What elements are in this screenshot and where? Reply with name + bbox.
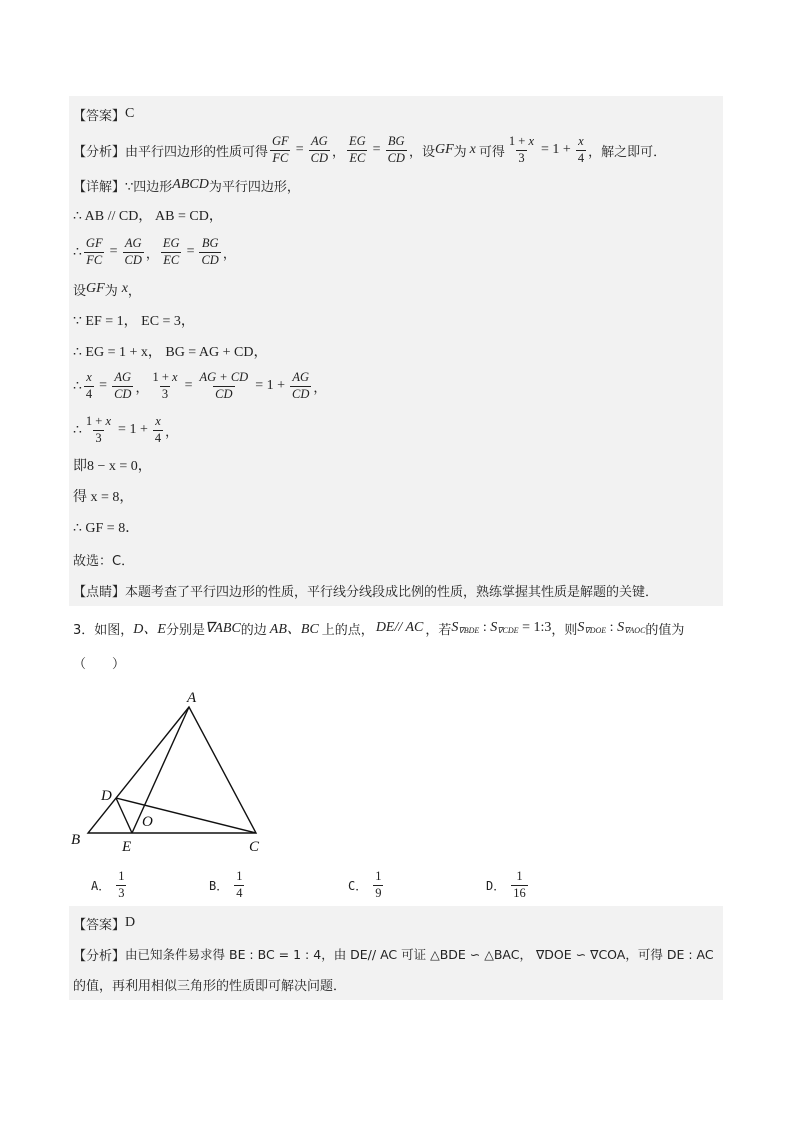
option-fraction: $\frac{1}{3}$	[118, 869, 125, 900]
detail-text: ∵四边形	[125, 179, 173, 195]
detail-text: 为平行四边形，	[208, 179, 300, 195]
option-label: B．	[209, 878, 229, 893]
label-a: A	[187, 690, 197, 706]
text: 为	[104, 283, 118, 299]
stem-text: 分别是	[165, 622, 205, 638]
math-gf: GF	[434, 142, 454, 157]
q2-answer-line	[73, 101, 723, 127]
triangle-figure	[62, 680, 282, 860]
ratio-value: = 1:3	[522, 620, 552, 635]
q2-line-ratio2: ∴ $\frac{x}{4}$ = $\frac{AG}{CD}$ ， $\frac{1 + x}{3}$ = $\frac{AG + CD}{CD}$ = 1 + $\frac{AG}{CD}$ ，	[73, 369, 327, 401]
q2-analysis-line: 【分析】 由平行四边形的性质可得 $\frac{GF}{FC}$ = $\frac{AG}{CD}$ ， $\frac{EG}{EC}$ = $\frac{BG}{CD}$ ，设 GF 为 x 可得 $\frac{1 + x}{3}$ = 1 + $\frac{x}{4}$ ，解之即可．	[73, 133, 667, 165]
label-o: O	[142, 814, 153, 830]
segment-de	[116, 798, 132, 833]
analysis-text: 由平行四边形的性质可得	[125, 144, 269, 160]
option-fraction: $\frac{1}{4}$	[236, 869, 243, 900]
q2-line-parallel: ∴ AB // CD， AB = CD，	[73, 209, 223, 224]
math-parallel: DE// AC	[375, 620, 424, 635]
text: 设	[73, 283, 87, 299]
q3-stem	[73, 614, 723, 642]
analysis-tag: 【分析】	[73, 948, 126, 964]
option-label: D．	[486, 878, 506, 893]
stem-text: 的值为	[645, 622, 685, 638]
stem-text: ，若	[425, 622, 452, 638]
label-c: C	[249, 839, 260, 855]
option-d[interactable]	[486, 870, 530, 901]
fraction-1px-3: $\frac{1 + x}{3}$	[508, 133, 535, 165]
answer-tag: 【答案】	[73, 108, 126, 124]
math-sides: AB、BC	[269, 622, 319, 637]
math-gf: GF	[86, 281, 105, 296]
segment-dc	[116, 798, 256, 833]
label-e: E	[122, 839, 132, 855]
analysis-text: 为	[453, 144, 467, 160]
answer-value: D	[125, 915, 136, 930]
option-c[interactable]	[348, 870, 385, 901]
q2-line-equation: ∴ $\frac{1 + x}{3}$ = 1 + $\frac{x}{4}$ ，	[73, 413, 179, 445]
analysis-text: 可得	[478, 144, 505, 160]
answer-tag: 【答案】	[73, 917, 126, 933]
q2-line-eg: ∴ EG = 1 + x， BG = AG + CD，	[73, 345, 268, 360]
label-d: D	[101, 788, 112, 804]
stem-text: 3．如图，	[73, 622, 134, 638]
fraction-x-4: $\frac{x}{4}$	[577, 133, 585, 165]
option-label: A．	[91, 878, 111, 893]
q2-line-ef: ∵ EF = 1， EC = 3，	[73, 314, 195, 329]
q3-analysis-line2: 的值，再利用相似三角形的性质即可解决问题．	[73, 978, 347, 994]
q2-line-set-gf: 设 GF 为 x ，	[73, 281, 141, 299]
analysis-tag: 【分析】	[73, 144, 126, 160]
math-x: x	[121, 281, 128, 296]
analysis-text: ，解之即可．	[588, 144, 667, 160]
option-fraction: $\frac{1}{16}$	[513, 869, 526, 900]
fraction-eg-ec: $\frac{EG}{EC}$	[349, 133, 366, 165]
analysis-text: 由已知条件易求得 BE : BC = 1 : 4，由 DE// AC 可证 △BDE ∽ △BAC， ∇DOE ∽ ∇COA，可得 DE : AC	[125, 947, 714, 962]
option-a[interactable]	[91, 870, 128, 901]
q2-line-gf8: ∴ GF = 8．	[73, 521, 140, 536]
analysis-text: ，设	[408, 144, 435, 160]
label-b: B	[71, 832, 81, 848]
triangle-abc	[88, 707, 256, 833]
stem-text: 的边	[240, 622, 267, 638]
fraction-bg-cd: $\frac{BG}{CD}$	[387, 133, 405, 165]
q3-answer-line	[73, 910, 723, 936]
math-x: x	[469, 142, 476, 157]
q2-detail-line	[73, 172, 723, 198]
q3-bracket: （ ）	[73, 656, 126, 672]
answer-value: C	[125, 106, 135, 121]
comment-text: 本题考查了平行四边形的性质，平行线分线段成比例的性质，熟练掌握其性质是解题的关键．	[125, 584, 659, 600]
math-abcd: ABCD	[172, 177, 209, 192]
q2-line-ji: 即8 − x = 0，	[73, 459, 152, 474]
q3-analysis-line	[73, 941, 723, 967]
option-b[interactable]	[209, 870, 246, 901]
q2-comment-line	[73, 577, 723, 603]
stem-text: 上的点，	[321, 622, 374, 638]
detail-tag: 【详解】	[73, 179, 126, 195]
area-ratio-target: $S_{\nabla DOE}$ : $S_{\nabla AOC}$	[577, 620, 646, 635]
fraction-ag-cd: $\frac{AG}{CD}$	[310, 133, 328, 165]
q2-line-de: 得 x = 8，	[73, 490, 134, 505]
option-label: C．	[348, 878, 368, 893]
math-triangle-abc: ∇ABC	[204, 620, 241, 636]
option-fraction: $\frac{1}{9}$	[375, 869, 382, 900]
area-ratio-expr: $S_{\nabla BDE}$ : $S_{\nabla CDE}$ = 1:3	[451, 620, 552, 635]
fraction-gf-fc: $\frac{GF}{FC}$	[272, 133, 289, 165]
comment-tag: 【点睛】	[73, 584, 126, 600]
stem-text: ，则	[551, 622, 578, 638]
math-de: D、E	[133, 622, 166, 637]
q2-line-choose: 故选：C．	[73, 553, 135, 569]
q2-line-ratio: ∴ $\frac{GF}{FC}$ = $\frac{AG}{CD}$ ， $\frac{EG}{EC}$ = $\frac{BG}{CD}$ ，	[73, 235, 236, 267]
